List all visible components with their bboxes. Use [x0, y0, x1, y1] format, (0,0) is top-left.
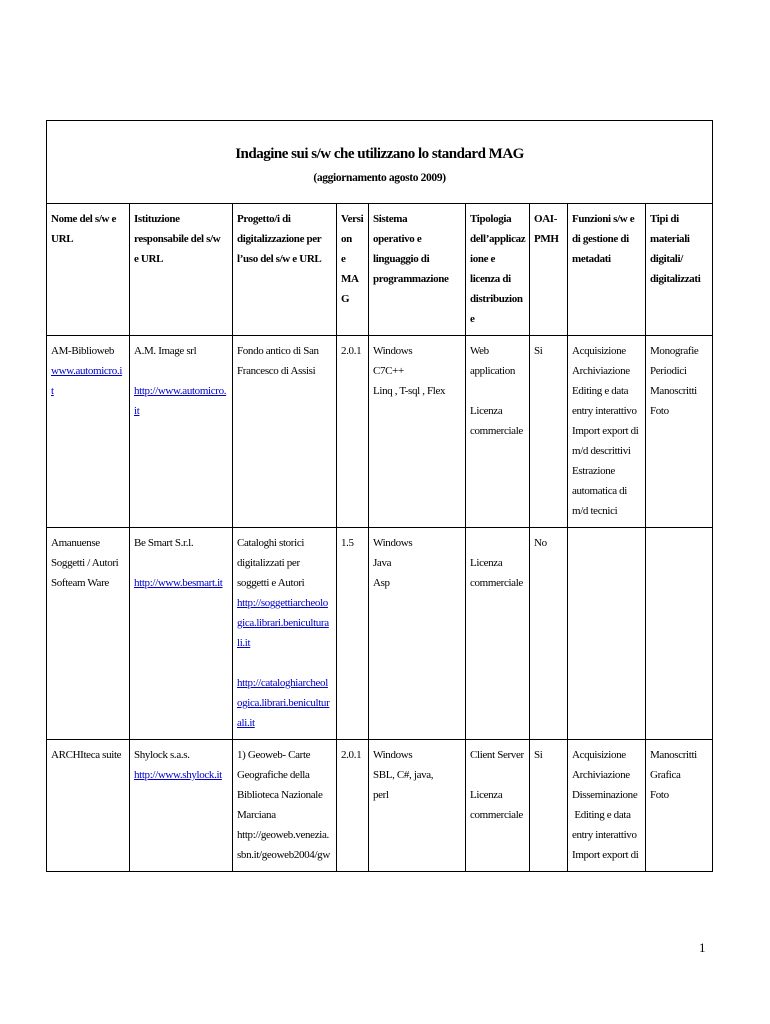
text-line: Editing e data [572, 385, 629, 397]
cell-tipi [646, 740, 713, 872]
cell-istituzione [130, 740, 233, 872]
cell-tipi [646, 528, 713, 740]
title-cell [47, 121, 713, 204]
cell-funzioni [568, 740, 646, 872]
text-line: e MAG [341, 253, 359, 305]
document-title: Indagine sui s/w che utilizzano lo standard MAG [235, 146, 524, 162]
text-line: Marciana [237, 809, 276, 821]
text-line: automatica di [572, 485, 628, 497]
text-line: Acquisizione [572, 749, 626, 761]
text-line: Funzioni s/w e [572, 213, 635, 225]
institution-url-link[interactable] [134, 765, 229, 785]
text-line: Manoscritti [650, 385, 697, 397]
text-line: URL [51, 233, 74, 245]
text-line: Archiviazione [572, 365, 630, 377]
text-line: Sistema [373, 213, 408, 225]
text-line[interactable]: it [134, 405, 140, 417]
text-line: perl [373, 789, 389, 801]
cell-tipi [646, 336, 713, 528]
page-number: 1 [699, 940, 706, 955]
text-line: ione e [470, 253, 496, 265]
text-line: Licenza [470, 789, 503, 801]
text-line: Nome del s/w e [51, 213, 117, 225]
text-line: di gestione di [572, 233, 629, 245]
project-url-link[interactable] [237, 593, 333, 653]
table-row [47, 528, 713, 740]
table-row [47, 336, 713, 528]
text-line: Be Smart S.r.l. [134, 537, 194, 549]
text-line[interactable]: ogica.librari.benicultur [237, 697, 330, 709]
text-line: digitalizzazione per [237, 233, 322, 245]
text-line[interactable]: gica.librari.benicultura [237, 617, 329, 629]
text-line: Editing e data [572, 809, 631, 821]
text-line: Tipologia [470, 213, 512, 225]
text-line: l’uso del s/w e URL [237, 253, 322, 265]
cell-tipologia [466, 336, 530, 528]
table-row [47, 740, 713, 872]
text-line: Softeam Ware [51, 577, 109, 589]
col-header-sistema [369, 204, 466, 336]
software-url-link[interactable] [51, 361, 126, 401]
text-line: e [470, 313, 475, 325]
text-line: Istituzione [134, 213, 180, 225]
cell-version: 1.5 [337, 528, 369, 740]
cell-oai: Si [530, 740, 568, 872]
text-line: metadati [572, 253, 611, 265]
text-line: ARCHIteca suite [51, 749, 122, 761]
survey-table [46, 120, 713, 872]
text-line: commerciale [470, 425, 523, 437]
cell-version: 2.0.1 [337, 740, 369, 872]
text-line: Foto [650, 405, 669, 417]
text-line: Client Server [470, 749, 524, 761]
header-row [47, 204, 713, 336]
text-line[interactable]: http://soggettiarcheolo [237, 597, 328, 609]
cell-tipologia [466, 528, 530, 740]
text-line: C7C++ [373, 365, 404, 377]
text-line[interactable]: www.automicro.i [51, 365, 123, 377]
text-line: sbn.it/geoweb2004/gw [237, 849, 330, 861]
text-line: Asp [373, 577, 390, 589]
cell-tipologia [466, 740, 530, 872]
text-line: Import export di [572, 425, 639, 437]
text-line: Acquisizione [572, 345, 626, 357]
text-line: linguaggio di [373, 253, 430, 265]
text-line: Amanuense [51, 537, 100, 549]
text-line: Manoscritti [650, 749, 697, 761]
cell-funzioni [568, 336, 646, 528]
text-line: digitali/ [650, 253, 683, 265]
text-line[interactable]: http://www.besmart.it [134, 577, 223, 589]
text-line: digitalizzati [650, 273, 701, 285]
text-line: entry interattivo [572, 829, 637, 841]
text-line: Progetto/i di [237, 213, 291, 225]
cell-istituzione [130, 336, 233, 528]
text-line: entry interattivo [572, 405, 637, 417]
cell-sistema [369, 528, 466, 740]
text-line: m/d descrittivi [572, 445, 631, 457]
text-line: Grafica [650, 769, 681, 781]
text-line: Cataloghi storici [237, 537, 305, 549]
cell-istituzione [130, 528, 233, 740]
institution-url-link[interactable] [134, 573, 229, 593]
cell-nome [47, 740, 130, 872]
text-line[interactable]: http://www.automicro. [134, 385, 227, 397]
text-line: Monografie [650, 345, 699, 357]
text-line: Web [470, 345, 489, 357]
text-line[interactable]: http://cataloghiarcheol [237, 677, 328, 689]
text-line: soggetti e Autori [237, 577, 305, 589]
text-line: Geografiche della [237, 769, 310, 781]
text-line: Disseminazione [572, 789, 638, 801]
text-line: OAI- [534, 213, 558, 225]
text-line: Import export di [572, 849, 639, 861]
text-line: AM-Biblioweb [51, 345, 115, 357]
text-line: Fondo antico di San [237, 345, 319, 357]
text-line: Periodici [650, 365, 687, 377]
text-line[interactable]: http://www.shylock.it [134, 769, 222, 781]
text-line: distribuzion [470, 293, 523, 305]
text-line: Java [373, 557, 392, 569]
text-line: Soggetti / Autori [51, 557, 119, 569]
text-line: Windows [373, 345, 413, 357]
text-line: SBL, C#, java, [373, 769, 434, 781]
text-line: Biblioteca Nazionale [237, 789, 323, 801]
text-line: commerciale [470, 577, 523, 589]
text-line: Linq , T-sql , Flex [373, 385, 446, 397]
col-header-version [337, 204, 369, 336]
text-line: e URL [134, 253, 164, 265]
text-line: http://geoweb.venezia. [237, 829, 329, 841]
institution-url-link[interactable] [134, 381, 229, 421]
cell-version: 2.0.1 [337, 336, 369, 528]
col-header-funzioni [568, 204, 646, 336]
text-line: programmazione [373, 273, 449, 285]
text-line: responsabile del s/w [134, 233, 221, 245]
text-line: m/d tecnici [572, 505, 618, 517]
col-header-progetto [233, 204, 337, 336]
text-line: dell’applicaz [470, 233, 526, 245]
project-url-link[interactable] [237, 673, 333, 733]
text-line: application [470, 365, 516, 377]
text-line: licenza di [470, 273, 511, 285]
col-header-tipologia [466, 204, 530, 336]
text-line[interactable]: t [51, 385, 54, 397]
text-line: Licenza [470, 557, 503, 569]
cell-sistema [369, 740, 466, 872]
cell-progetto [233, 740, 337, 872]
text-line: commerciale [470, 809, 523, 821]
text-line: Windows [373, 537, 413, 549]
text-line[interactable]: li.it [237, 637, 251, 649]
col-header-tipi [646, 204, 713, 336]
text-line: Windows [373, 749, 413, 761]
text-line: Shylock s.a.s. [134, 749, 190, 761]
col-header-nome [47, 204, 130, 336]
cell-oai: Si [530, 336, 568, 528]
cell-nome [47, 528, 130, 740]
text-line: A.M. Image srl [134, 345, 197, 357]
col-header-istituzione [130, 204, 233, 336]
cell-funzioni [568, 528, 646, 740]
text-line: operativo e [373, 233, 422, 245]
text-line: Version [341, 213, 364, 245]
text-line: Foto [650, 789, 669, 801]
text-line: materiali [650, 233, 690, 245]
text-line: Estrazione [572, 465, 615, 477]
text-line: Archiviazione [572, 769, 630, 781]
cell-oai: No [530, 528, 568, 740]
cell-nome [47, 336, 130, 528]
cell-progetto [233, 528, 337, 740]
text-line: digitalizzati per [237, 557, 300, 569]
text-line[interactable]: ali.it [237, 717, 255, 729]
text-line: 1) Geoweb- Carte [237, 749, 311, 761]
text-line: Francesco di Assisi [237, 365, 316, 377]
col-header-oai [530, 204, 568, 336]
text-line: PMH [534, 233, 559, 245]
cell-progetto [233, 336, 337, 528]
cell-sistema [369, 336, 466, 528]
text-line: Licenza [470, 405, 503, 417]
document-subtitle: (aggiornamento agosto 2009) [313, 172, 446, 184]
text-line: Tipi di [650, 213, 679, 225]
